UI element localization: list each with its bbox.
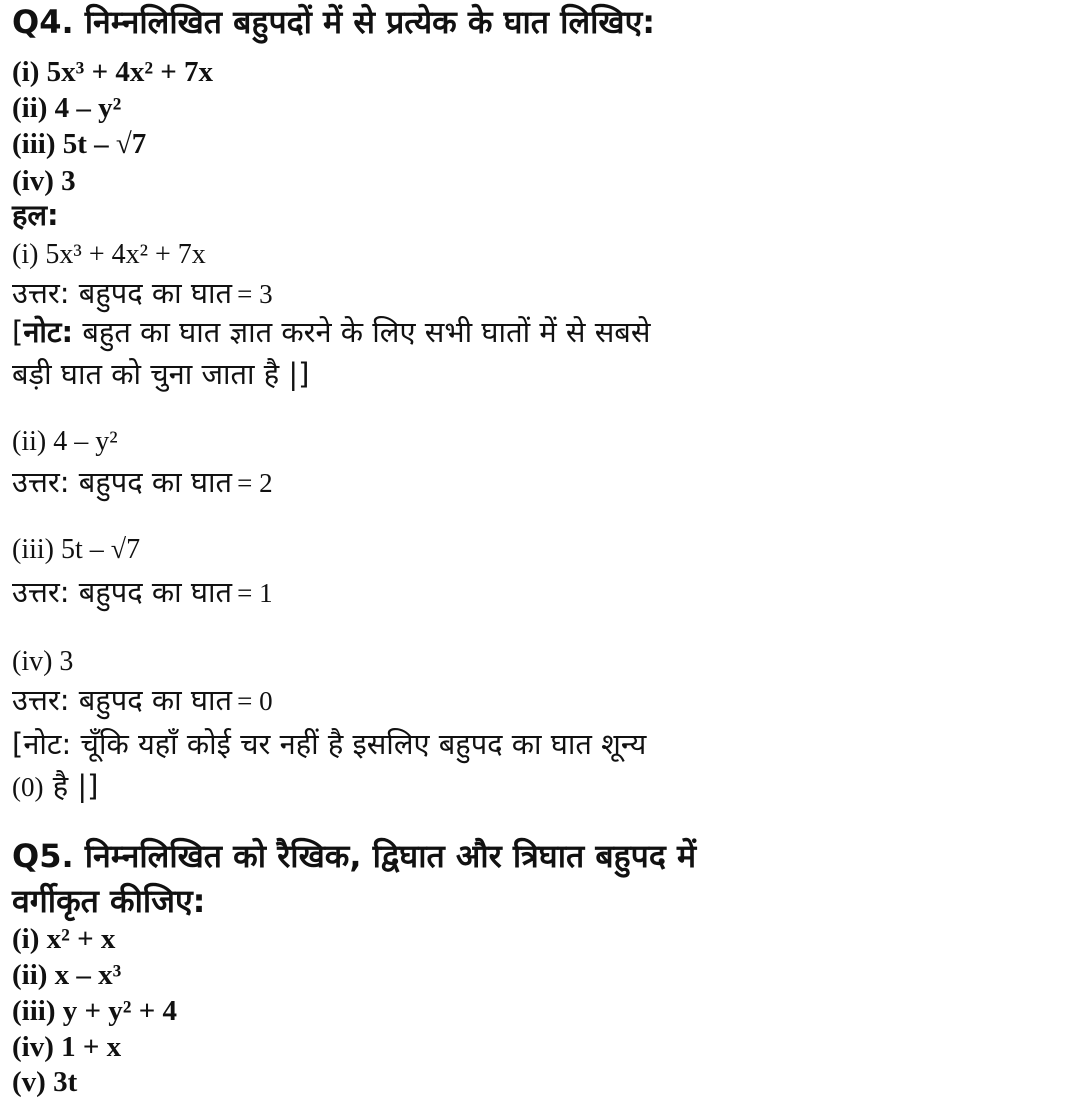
answer-3-label: उत्तर: बहुपद का घात <box>12 575 233 609</box>
q5-title-line2: वर्गीकृत कीजिए: <box>12 882 206 920</box>
solution-label: हल: <box>12 198 59 232</box>
q5-item-3: (iii) y + y² + 4 <box>12 995 177 1027</box>
note-tail: है |] <box>43 769 99 803</box>
answer-1-note-line1 <box>12 315 651 349</box>
answer-2-label: उत्तर: बहुपद का घात <box>12 465 233 499</box>
q5-item-1: (i) x² + x <box>12 923 116 955</box>
answer-1-expr: (i) 5x³ + 4x² + 7x <box>12 239 206 270</box>
answer-1-note-line2: बड़ी घात को चुना जाता है |] <box>12 357 310 391</box>
answer-4-label: उत्तर: बहुपद का घात <box>12 683 233 717</box>
answer-3-line <box>12 575 273 609</box>
answer-4-note-line1: [नोट: चूँकि यहाँ कोई चर नहीं है इसलिए बहुपद का घात शून्य <box>12 727 647 761</box>
answer-3-value: = 1 <box>237 578 273 608</box>
q4-item-1: (i) 5x³ + 4x² + 7x <box>12 56 214 88</box>
note-zero: (0) <box>12 772 44 802</box>
note-label: नोट: <box>23 315 74 349</box>
answer-2-value: = 2 <box>237 468 273 498</box>
note-text: बहुत का घात ज्ञात करने के लिए सभी घातों में से सबसे <box>73 315 651 349</box>
q4-item-2: (ii) 4 – y² <box>12 92 122 124</box>
answer-1-label: उत्तर: बहुपद का घात <box>12 276 233 310</box>
answer-3-expr: (iii) 5t – √7 <box>12 534 141 565</box>
answer-1-line <box>12 276 273 310</box>
answer-4-line <box>12 683 273 717</box>
q4-item-4: (iv) 3 <box>12 165 76 197</box>
q4-item-3: (iii) 5t – √7 <box>12 128 147 160</box>
note-bracket: [ <box>12 315 24 349</box>
q5-title-line1: Q5. निम्नलिखित को रैखिक, द्विघात और त्रिघात बहुपद में <box>12 837 697 875</box>
answer-4-value: = 0 <box>237 686 273 716</box>
answer-4-expr: (iv) 3 <box>12 646 74 677</box>
answer-1-value: = 3 <box>237 279 273 309</box>
q5-item-2: (ii) x – x³ <box>12 959 122 991</box>
q5-item-4: (iv) 1 + x <box>12 1031 122 1063</box>
answer-2-line <box>12 465 273 499</box>
answer-4-note-line2 <box>12 769 99 803</box>
q4-title: Q4. निम्नलिखित बहुपदों में से प्रत्येक के घात लिखिए: <box>12 3 656 41</box>
answer-2-expr: (ii) 4 – y² <box>12 426 118 457</box>
q5-item-5: (v) 3t <box>12 1066 78 1098</box>
